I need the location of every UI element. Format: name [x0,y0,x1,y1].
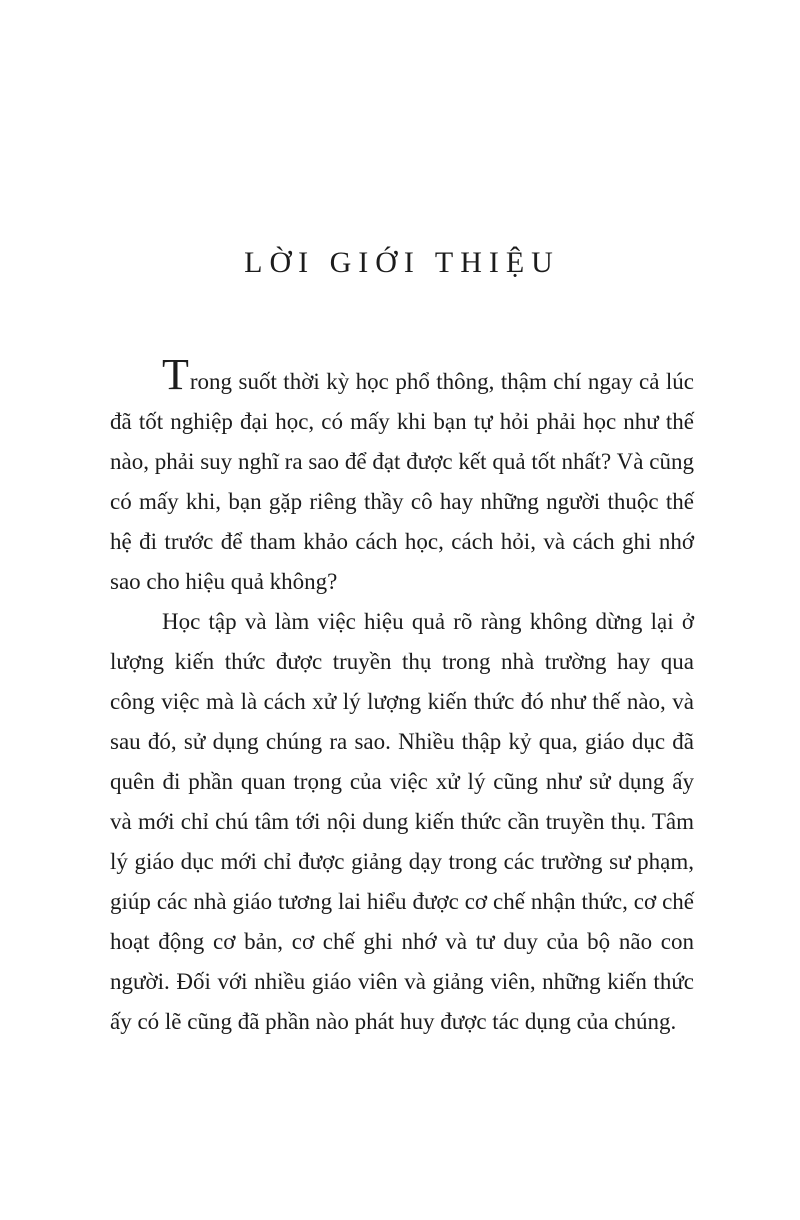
paragraph [110,350,694,602]
paragraph [110,602,694,1042]
dropcap-initial: T [162,350,190,399]
chapter-body [110,350,694,1042]
paragraph-text: rong suốt thời kỳ học phổ thông, thậm chí ngay cả lúc đã tốt nghiệp đại học, có mấy khi bạn tự hỏi phải học như thế nào, phải suy nghĩ ra sao để đạt được kết quả tốt nhất? Và cũng có mấy khi, bạn gặp riêng thầy cô hay những người thuộc thế hệ đi trước để tham khảo cách học, cách hỏi, và cách ghi nhớ sao cho hiệu quả không? [110,369,694,594]
chapter-title: LỜI GIỚI THIỆU [244,246,560,279]
paragraph-text: Học tập và làm việc hiệu quả rõ ràng không dừng lại ở lượng kiến thức được truyền thụ trong nhà trường hay qua công việc mà là cách xử lý lượng kiến thức đó như thế nào, và sau đó, sử dụng chúng ra sao. Nhiều thập kỷ qua, giáo dục đã quên đi phần quan trọng của việc xử lý cũng như sử dụng ấy và mới chỉ chú tâm tới nội dung kiến thức cần truyền thụ. Tâm lý giáo dục mới chỉ được giảng dạy trong các trường sư phạm, giúp các nhà giáo tương lai hiểu được cơ chế nhận thức, cơ chế hoạt động cơ bản, cơ chế ghi nhớ và tư duy của bộ não con người. Đối với nhiều giáo viên và giảng viên, những kiến thức ấy có lẽ cũng đã phần nào phát huy được tác dụng của chúng. [110,609,694,1034]
